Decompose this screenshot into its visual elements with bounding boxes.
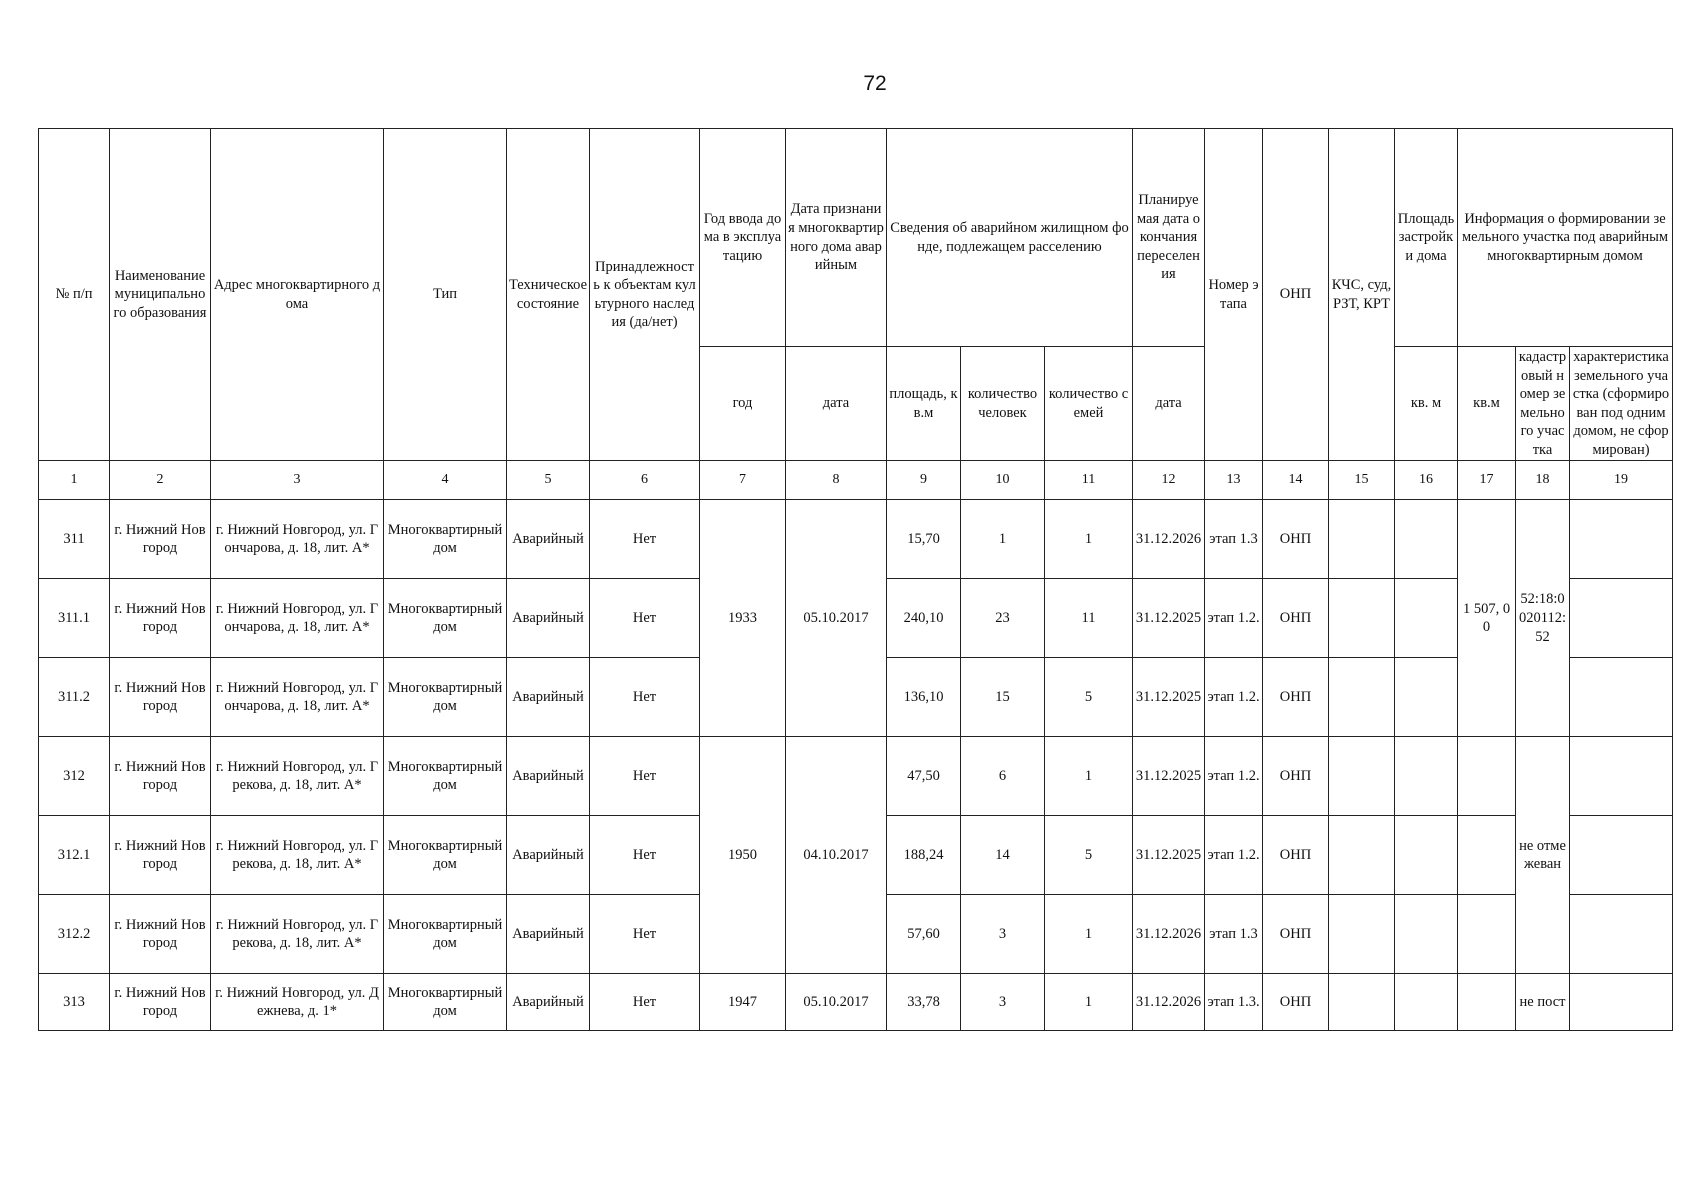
- column-number: 15: [1329, 461, 1395, 500]
- row-heritage: Нет: [590, 500, 700, 579]
- row-stage: этап 1.2.: [1205, 816, 1263, 895]
- column-number: 5: [507, 461, 590, 500]
- group-recognition-date: 04.10.2017: [786, 737, 887, 974]
- column-number-row: [39, 461, 1673, 500]
- column-number: 11: [1045, 461, 1133, 500]
- header-year: Год ввода дома в эксплуатацию: [700, 129, 786, 347]
- row-municipality: г. Нижний Новгород: [110, 500, 211, 579]
- row-stage: этап 1.3: [1205, 500, 1263, 579]
- row-stage: этап 1.3.: [1205, 974, 1263, 1031]
- row-type: Многоквартирный дом: [384, 737, 507, 816]
- row-num: 311.2: [39, 658, 110, 737]
- subheader-year: год: [700, 347, 786, 461]
- row-municipality: г. Нижний Новгород: [110, 579, 211, 658]
- row-people: 3: [961, 895, 1045, 974]
- row-address: г. Нижний Новгород, ул. Грекова, д. 18, лит. А*: [211, 737, 384, 816]
- row-heritage: Нет: [590, 816, 700, 895]
- row-area: 47,50: [887, 737, 961, 816]
- row-land-characteristic: [1570, 737, 1673, 816]
- column-number: 19: [1570, 461, 1673, 500]
- row-stage: этап 1.2.: [1205, 579, 1263, 658]
- subheader-planned-date: дата: [1133, 347, 1205, 461]
- row-municipality: г. Нижний Новгород: [110, 658, 211, 737]
- row-type: Многоквартирный дом: [384, 579, 507, 658]
- row-building-area: [1395, 895, 1458, 974]
- row-kchs: [1329, 816, 1395, 895]
- row-land-area: [1458, 737, 1516, 816]
- row-municipality: г. Нижний Новгород: [110, 737, 211, 816]
- row-address: г. Нижний Новгород, ул. Грекова, д. 18, лит. А*: [211, 895, 384, 974]
- column-number: 3: [211, 461, 384, 500]
- group-cadastral: 52:18:0020112:52: [1516, 500, 1570, 737]
- row-address: г. Нижний Новгород, ул. Гончарова, д. 18, лит. А*: [211, 579, 384, 658]
- row-end-date: 31.12.2026: [1133, 500, 1205, 579]
- row-end-date: 31.12.2025: [1133, 579, 1205, 658]
- row-num: 312: [39, 737, 110, 816]
- row-families: 5: [1045, 658, 1133, 737]
- row-onp: ОНП: [1263, 895, 1329, 974]
- row-stage: этап 1.2.: [1205, 737, 1263, 816]
- column-number: 17: [1458, 461, 1516, 500]
- row-onp: ОНП: [1263, 974, 1329, 1031]
- row-onp: ОНП: [1263, 579, 1329, 658]
- row-condition: Аварийный: [507, 974, 590, 1031]
- row-onp: ОНП: [1263, 658, 1329, 737]
- group-recognition-date: 05.10.2017: [786, 500, 887, 737]
- row-kchs: [1329, 500, 1395, 579]
- row-building-area: [1395, 658, 1458, 737]
- header-planned-date: Планируемая дата окончания переселения: [1133, 129, 1205, 347]
- row-building-area: [1395, 737, 1458, 816]
- subheader-date: дата: [786, 347, 887, 461]
- row-kchs: [1329, 974, 1395, 1031]
- row-condition: Аварийный: [507, 579, 590, 658]
- row-municipality: г. Нижний Новгород: [110, 895, 211, 974]
- row-land-area: [1458, 816, 1516, 895]
- row-people: 1: [961, 500, 1045, 579]
- row-land-characteristic: [1570, 974, 1673, 1031]
- header-condition: Техническое состояние: [507, 129, 590, 461]
- row-families: 5: [1045, 816, 1133, 895]
- group-year: 1950: [700, 737, 786, 974]
- subheader-land-characteristic: характеристика земельного участка (сформирован под одним домом, не сформирован): [1570, 347, 1673, 461]
- header-emergency-fund: Сведения об аварийном жилищном фонде, подлежащем расселению: [887, 129, 1133, 347]
- column-number: 4: [384, 461, 507, 500]
- row-land-characteristic: [1570, 895, 1673, 974]
- group-year: 1947: [700, 974, 786, 1031]
- column-number: 6: [590, 461, 700, 500]
- row-end-date: 31.12.2025: [1133, 816, 1205, 895]
- row-people: 14: [961, 816, 1045, 895]
- row-families: 1: [1045, 737, 1133, 816]
- row-land-area: [1458, 974, 1516, 1031]
- row-heritage: Нет: [590, 737, 700, 816]
- row-end-date: 31.12.2025: [1133, 658, 1205, 737]
- group-year: 1933: [700, 500, 786, 737]
- group-cadastral: не пост: [1516, 974, 1570, 1031]
- page-number: 72: [863, 72, 887, 95]
- row-municipality: г. Нижний Новгород: [110, 816, 211, 895]
- row-heritage: Нет: [590, 579, 700, 658]
- row-type: Многоквартирный дом: [384, 895, 507, 974]
- column-number: 12: [1133, 461, 1205, 500]
- row-onp: ОНП: [1263, 816, 1329, 895]
- header-num: № п/п: [39, 129, 110, 461]
- row-address: г. Нижний Новгород, ул. Гончарова, д. 18, лит. А*: [211, 500, 384, 579]
- row-area: 188,24: [887, 816, 961, 895]
- housing-registry-table: [38, 128, 1673, 1031]
- column-number: 14: [1263, 461, 1329, 500]
- subheader-families: количество семей: [1045, 347, 1133, 461]
- row-kchs: [1329, 658, 1395, 737]
- row-area: 136,10: [887, 658, 961, 737]
- group-cadastral: не отмежеван: [1516, 737, 1570, 974]
- row-land-characteristic: [1570, 579, 1673, 658]
- row-condition: Аварийный: [507, 500, 590, 579]
- subheader-area: площадь, кв.м: [887, 347, 961, 461]
- row-stage: этап 1.2.: [1205, 658, 1263, 737]
- row-land-area: [1458, 895, 1516, 974]
- row-families: 1: [1045, 895, 1133, 974]
- row-onp: ОНП: [1263, 500, 1329, 579]
- row-heritage: Нет: [590, 974, 700, 1031]
- subheader-cadastral: кадастровый номер земельного участка: [1516, 347, 1570, 461]
- row-num: 312.2: [39, 895, 110, 974]
- header-address: Адрес многоквартирного дома: [211, 129, 384, 461]
- row-heritage: Нет: [590, 895, 700, 974]
- row-num: 311: [39, 500, 110, 579]
- row-families: 1: [1045, 974, 1133, 1031]
- table-row: [39, 500, 1673, 579]
- table-row: [39, 737, 1673, 816]
- row-type: Многоквартирный дом: [384, 816, 507, 895]
- header-onp: ОНП: [1263, 129, 1329, 461]
- group-land-area: 1 507, 00: [1458, 500, 1516, 737]
- column-number: 8: [786, 461, 887, 500]
- column-number: 18: [1516, 461, 1570, 500]
- row-condition: Аварийный: [507, 658, 590, 737]
- subheader-people: количество человек: [961, 347, 1045, 461]
- column-number: 9: [887, 461, 961, 500]
- row-families: 11: [1045, 579, 1133, 658]
- row-num: 311.1: [39, 579, 110, 658]
- header-kchs: КЧС, суд, РЗТ, КРТ: [1329, 129, 1395, 461]
- row-land-characteristic: [1570, 816, 1673, 895]
- row-area: 240,10: [887, 579, 961, 658]
- row-condition: Аварийный: [507, 816, 590, 895]
- column-number: 13: [1205, 461, 1263, 500]
- row-municipality: г. Нижний Новгород: [110, 974, 211, 1031]
- row-building-area: [1395, 579, 1458, 658]
- row-stage: этап 1.3: [1205, 895, 1263, 974]
- column-number: 2: [110, 461, 211, 500]
- header-row-top: [39, 129, 1673, 347]
- header-type: Тип: [384, 129, 507, 461]
- row-condition: Аварийный: [507, 895, 590, 974]
- row-building-area: [1395, 816, 1458, 895]
- column-number: 7: [700, 461, 786, 500]
- row-address: г. Нижний Новгород, ул. Дежнева, д. 1*: [211, 974, 384, 1031]
- row-area: 15,70: [887, 500, 961, 579]
- row-people: 6: [961, 737, 1045, 816]
- row-num: 313: [39, 974, 110, 1031]
- row-people: 23: [961, 579, 1045, 658]
- group-recognition-date: 05.10.2017: [786, 974, 887, 1031]
- column-number: 10: [961, 461, 1045, 500]
- row-address: г. Нижний Новгород, ул. Грекова, д. 18, лит. А*: [211, 816, 384, 895]
- row-land-characteristic: [1570, 500, 1673, 579]
- header-heritage: Принадлежность к объектам культурного наследия (да/нет): [590, 129, 700, 461]
- row-people: 15: [961, 658, 1045, 737]
- row-end-date: 31.12.2026: [1133, 974, 1205, 1031]
- subheader-building-area-unit: кв. м: [1395, 347, 1458, 461]
- header-municipality: Наименование муниципального образования: [110, 129, 211, 461]
- header-stage: Номер этапа: [1205, 129, 1263, 461]
- subheader-land-area-unit: кв.м: [1458, 347, 1516, 461]
- row-people: 3: [961, 974, 1045, 1031]
- table-row: [39, 974, 1673, 1031]
- row-kchs: [1329, 737, 1395, 816]
- row-type: Многоквартирный дом: [384, 500, 507, 579]
- row-address: г. Нижний Новгород, ул. Гончарова, д. 18, лит. А*: [211, 658, 384, 737]
- row-building-area: [1395, 500, 1458, 579]
- row-area: 57,60: [887, 895, 961, 974]
- column-number: 1: [39, 461, 110, 500]
- row-land-characteristic: [1570, 658, 1673, 737]
- row-type: Многоквартирный дом: [384, 974, 507, 1031]
- row-area: 33,78: [887, 974, 961, 1031]
- row-num: 312.1: [39, 816, 110, 895]
- row-families: 1: [1045, 500, 1133, 579]
- column-number: 16: [1395, 461, 1458, 500]
- header-recognition-date: Дата признания многоквартирного дома аварийным: [786, 129, 887, 347]
- row-type: Многоквартирный дом: [384, 658, 507, 737]
- row-kchs: [1329, 895, 1395, 974]
- row-heritage: Нет: [590, 658, 700, 737]
- row-kchs: [1329, 579, 1395, 658]
- row-condition: Аварийный: [507, 737, 590, 816]
- row-end-date: 31.12.2026: [1133, 895, 1205, 974]
- header-building-area: Площадь застройки дома: [1395, 129, 1458, 347]
- row-onp: ОНП: [1263, 737, 1329, 816]
- row-building-area: [1395, 974, 1458, 1031]
- header-land-info: Информация о формировании земельного участка под аварийным многоквартирным домом: [1458, 129, 1673, 347]
- row-end-date: 31.12.2025: [1133, 737, 1205, 816]
